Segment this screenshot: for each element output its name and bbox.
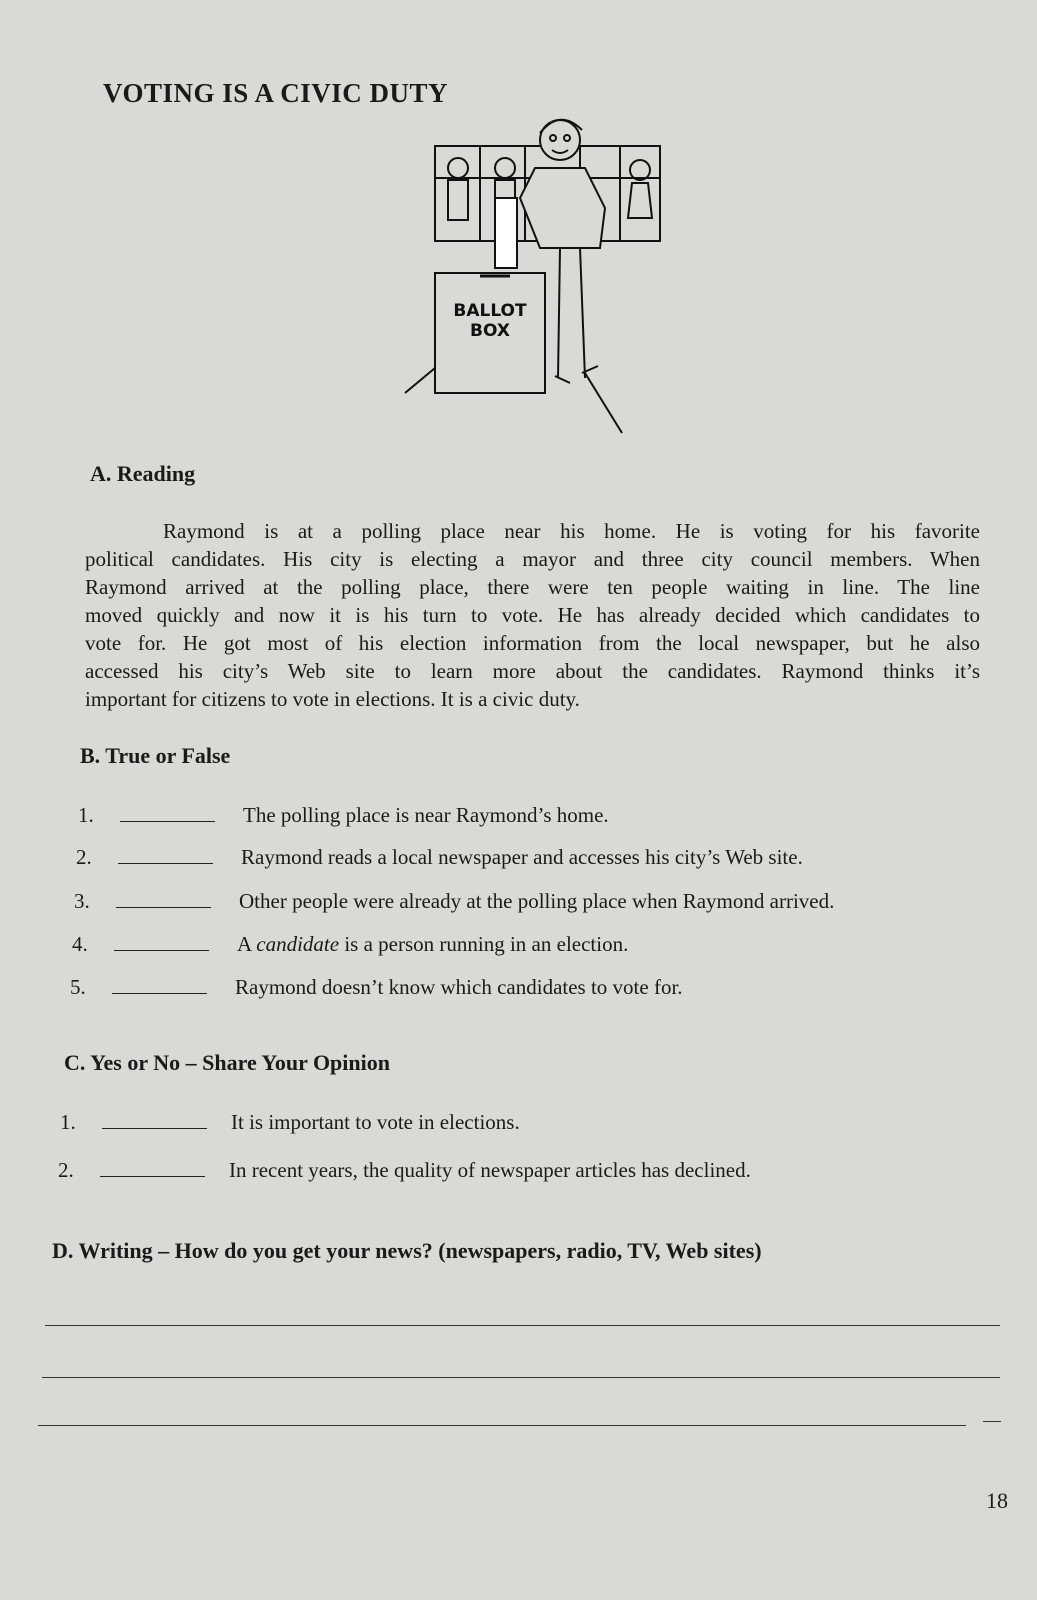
candidate-term: candidate — [256, 932, 340, 956]
page-number: 18 — [986, 1488, 1008, 1513]
writing-line[interactable] — [38, 1425, 966, 1426]
passage-line: political candidates. His city is electing a mayor and three city council members. When — [85, 547, 980, 571]
true-false-item — [76, 845, 803, 870]
item-text: Raymond reads a local newspaper and accesses his city’s Web site. — [241, 845, 803, 869]
reading-passage — [85, 517, 980, 713]
section-a-heading: A. Reading — [90, 461, 196, 486]
true-false-item — [78, 803, 609, 828]
answer-blank[interactable] — [116, 889, 211, 908]
section-d-heading: D. Writing – How do you get your news? (newspapers, radio, TV, Web sites) — [52, 1238, 762, 1263]
true-false-item — [72, 932, 628, 957]
item-text: The polling place is near Raymond’s home. — [243, 803, 609, 827]
true-false-item — [74, 889, 834, 914]
section-c-heading: C. Yes or No – Share Your Opinion — [64, 1050, 390, 1075]
writing-line[interactable] — [42, 1377, 1000, 1378]
passage-line: Raymond is at a polling place near his home. He is voting for his favorite — [163, 519, 980, 543]
answer-blank[interactable] — [102, 1110, 207, 1129]
item-text: In recent years, the quality of newspaper articles has declined. — [229, 1158, 751, 1182]
yes-no-item — [60, 1110, 520, 1135]
writing-line[interactable] — [45, 1325, 1000, 1326]
item-number: 3. — [74, 889, 90, 913]
item-number: 2. — [58, 1158, 74, 1182]
passage-line: Raymond arrived at the polling place, there were ten people waiting in line. The line — [85, 575, 980, 599]
item-text: Other people were already at the polling place when Raymond arrived. — [239, 889, 835, 913]
item-text: A candidate is a person running in an election. — [237, 932, 629, 956]
item-text: Raymond doesn’t know which candidates to vote for. — [235, 975, 683, 999]
ballot-box-illustration — [400, 108, 670, 438]
item-number: 1. — [78, 803, 94, 827]
item-number: 4. — [72, 932, 88, 956]
true-false-item — [70, 975, 683, 1000]
item-text: It is important to vote in elections. — [231, 1110, 520, 1134]
passage-line: vote for. He got most of his election information from the local newspaper, but he also — [85, 631, 980, 655]
passage-line: accessed his city’s Web site to learn more about the candidates. Raymond thinks it’s — [85, 659, 980, 683]
answer-blank[interactable] — [120, 803, 215, 822]
answer-blank[interactable] — [114, 932, 209, 951]
answer-blank[interactable] — [100, 1158, 205, 1177]
answer-blank[interactable] — [112, 975, 207, 994]
answer-blank[interactable] — [118, 845, 213, 864]
item-number: 5. — [70, 975, 86, 999]
ballot-label: BALLOT — [453, 301, 527, 321]
writing-line-end — [983, 1421, 1001, 1422]
section-b-heading: B. True or False — [80, 743, 231, 768]
yes-no-item — [58, 1158, 751, 1183]
page-title: VOTING IS A CIVIC DUTY — [103, 78, 449, 108]
box-label: BOX — [470, 321, 510, 341]
item-number: 2. — [76, 845, 92, 869]
passage-line: important for citizens to vote in elections. It is a civic duty. — [85, 687, 580, 711]
passage-line: moved quickly and now it is his turn to vote. He has already decided which candidates to — [85, 603, 980, 627]
item-number: 1. — [60, 1110, 76, 1134]
